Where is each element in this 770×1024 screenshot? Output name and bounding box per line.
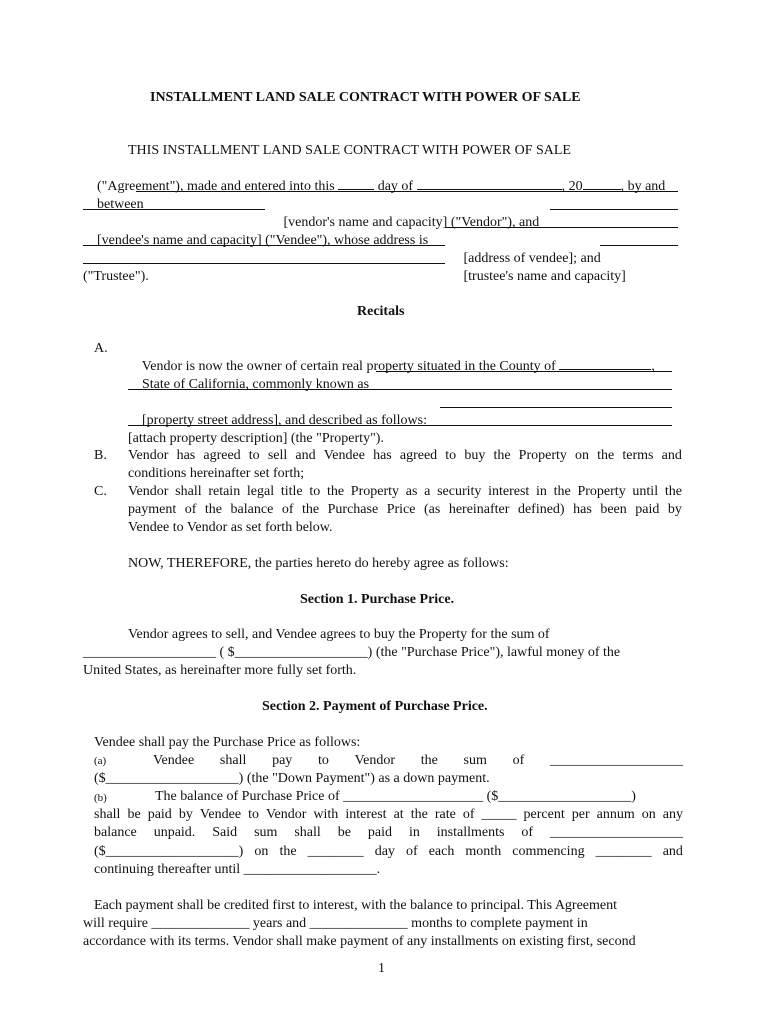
blank-line [83,263,445,264]
page-number: 1 [378,961,385,976]
word: paid [367,825,392,840]
recital-b-line-2: conditions hereinafter set forth; [128,466,305,481]
word: in [536,484,547,499]
recital-text: , [651,359,655,374]
intro-text: [trustee's name and capacity] [460,269,626,284]
word: of [521,825,534,840]
word: payment [128,502,177,517]
word: has [176,448,196,463]
word: title [280,484,303,499]
word: on [641,807,656,822]
word: until [632,484,659,499]
document-title: INSTALLMENT LAND SALE CONTRACT WITH POWER OF SALE [150,90,581,105]
word: of [462,807,475,822]
word: hereinafter [448,502,510,517]
word: at [393,807,404,822]
intro-text: day of [374,179,417,194]
word: to [445,448,457,463]
word: shall [175,484,202,499]
word: ________ [595,844,652,859]
word: Vendee [153,753,195,768]
recital-text: State of California, commonly known as [142,377,373,392]
word: be [127,807,141,822]
blank-line [446,227,678,228]
word: and [661,448,682,463]
word: Price [386,502,416,517]
word: installments [436,825,505,840]
word: and [662,844,683,859]
word: retain [208,484,241,499]
word: been [600,502,627,517]
blank-line [600,245,678,246]
intro-line-8: ("Trustee"). [83,269,149,284]
word: commencing [512,844,585,859]
word: interest [345,807,387,822]
word: unpaid. [153,825,196,840]
word: to [317,753,329,768]
word: the [326,484,345,499]
intro-text: [address of vendee]; and [460,251,605,266]
word: the [410,807,428,822]
word: per [571,807,590,822]
word: buy [464,448,486,463]
word: the [204,502,223,517]
intro-line-1: THIS INSTALLMENT LAND SALE CONTRACT WITH POWER OF SALE [128,143,571,158]
item-a-line-1 [153,752,683,770]
word: of [405,844,418,859]
word: _____ [481,807,517,822]
recital-b-line-1 [128,447,682,465]
word: defined) [517,502,565,517]
word: Property [577,484,626,499]
word: Vendor [128,484,169,499]
recital-b-marker: B. [94,448,107,463]
word: rate [434,807,456,822]
word: of [281,502,294,517]
word: sell [267,448,288,463]
blank-line [128,389,672,390]
word: to [248,448,260,463]
word: interest [488,484,530,499]
intro-text: between [97,197,148,212]
word: ___________________ [549,825,683,840]
word: Vendor [128,448,169,463]
word: Vendor [265,807,307,822]
recital-c-line-3: Vendee to Vendor as set forth below. [128,520,333,535]
recital-text: [property street address], and described as follows: [142,413,431,428]
word: shall [219,753,247,768]
section-2-intro: Vendee shall pay the Purchase Price as follows: [94,735,361,750]
item-b-line-5: continuing thereafter until ___________________. [94,862,381,877]
item-b-line-2 [94,806,683,824]
word: agreed [399,448,438,463]
word: balance [94,825,137,840]
word: paid [147,807,172,822]
word: and [295,448,316,463]
word: agreed [203,448,241,463]
word: percent [523,807,565,822]
word: on [254,844,269,859]
intro-line-5 [83,214,432,268]
word: shall [94,807,121,822]
word: each [428,844,455,859]
word: to [309,484,321,499]
item-a-marker: (a) [94,755,107,767]
section-1-line-2: ___________________ ( $___________________) (the "Purchase Price"), lawful money of the [83,645,621,660]
item-b-line-1: The balance of Purchase Price of ____________________ ($___________________) [155,789,636,804]
word: has [373,448,392,463]
word: any [662,807,683,822]
word: in [408,825,420,840]
word: with [313,807,339,822]
word: shall [294,825,321,840]
item-a-line-2: ($___________________) (the "Down Payment") as a down payment. [94,771,490,786]
word: Vendee [323,448,365,463]
word: the [420,753,438,768]
word: the [493,448,511,463]
word: has [573,502,592,517]
word: of [512,753,525,768]
closing-line-1: Each payment shall be credited first to interest, with the balance to principal. This Agreement [94,898,618,913]
word: Property [518,448,567,463]
blank-line [83,209,265,210]
word: be [337,825,351,840]
intro-text: [vendee's name and capacity] ("Vendee"), whose address is [97,233,432,248]
word: paid [635,502,660,517]
intro-text: ("Agreement"), made and entered into this [97,179,339,194]
recital-a-line-6: [attach property description] (the "Property"). [128,431,384,446]
word: annum [596,807,635,822]
intro-text: , 20 [561,179,583,194]
word: to [248,807,259,822]
word: balance [230,502,274,517]
word: a [424,484,431,499]
recitals-heading: Recitals [357,304,405,319]
word: the [597,448,615,463]
blank-line [128,425,672,426]
word: month [465,844,502,859]
section-1-line-1: Vendor agrees to sell, and Vendee agrees to buy the Property for the sum of [128,627,550,642]
closing-line-2: will require ______________ years and ______________ months to complete payment in [83,916,588,931]
word: Vendee [199,807,242,822]
recital-a-marker: A. [94,341,108,356]
word: Vendor [354,753,396,768]
item-b-line-3 [94,824,683,842]
intro-text: [vendor's name and capacity] ("Vendor"), and [280,215,543,230]
word: sum [463,753,487,768]
closing-line-3: accordance with its terms. Vendor shall make payment of any installments on existing first, second [83,934,636,949]
word: by [178,807,193,822]
word: the [279,844,297,859]
now-therefore: NOW, THEREFORE, the parties hereto do hereby agree as follows: [128,556,509,571]
word: as [405,484,418,499]
word: by [667,502,682,517]
intro-text: , by and [620,179,666,194]
word: legal [246,484,275,499]
word: Purchase [327,502,379,517]
recital-text: Vendor is now the owner of certain real property situated in the County of [141,359,560,374]
recital-c-line-2 [128,501,682,519]
blank-line [550,209,678,210]
word: sum [254,825,278,840]
blank-line [136,191,678,192]
blank-line [83,245,445,246]
word: ___________________ [549,753,683,768]
word: the [302,502,320,517]
recital-c-marker: C. [94,484,107,499]
word: Said [212,825,238,840]
item-b-line-4 [94,843,683,861]
word: security [437,484,482,499]
blank-line [376,371,672,372]
word: of [184,502,197,517]
word: terms [622,448,654,463]
word: ($___________________) [94,844,244,859]
item-b-marker: (b) [94,792,107,804]
word: on [575,448,590,463]
section-1-line-3: United States, as hereinafter more fully set forth. [83,663,357,678]
word: ________ [307,844,364,859]
word: (as [423,502,441,517]
word: the [664,484,682,499]
word: Property [350,484,400,499]
section-2-heading: Section 2. Payment of Purchase Price. [262,699,488,714]
recital-c-line-1 [128,483,682,501]
word: the [553,484,571,499]
word: pay [272,753,293,768]
blank-line [440,407,672,408]
word: day [374,844,395,859]
intro-line-7 [446,250,626,304]
section-1-heading: Section 1. Purchase Price. [300,592,455,607]
